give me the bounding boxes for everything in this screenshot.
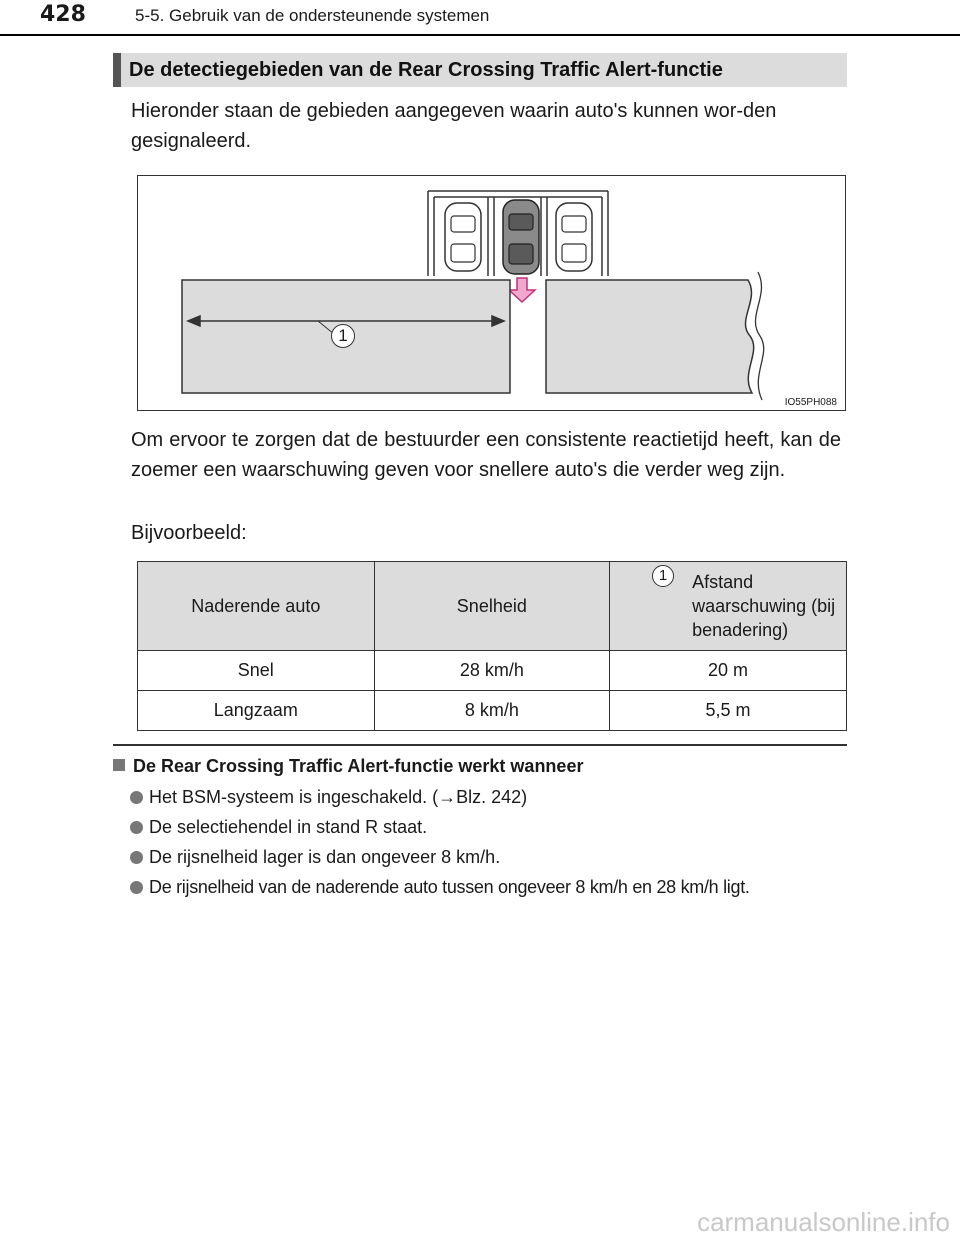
- section-marker: [113, 53, 121, 87]
- header-speed: Snelheid: [374, 562, 610, 651]
- header-callout: 1: [652, 565, 674, 587]
- cell-distance: 5,5 m: [610, 691, 847, 731]
- table-row: [138, 651, 847, 691]
- callout-number: 1: [331, 324, 355, 348]
- square-bullet-icon: [113, 759, 125, 771]
- header-rule: [0, 34, 960, 36]
- detection-diagram: [138, 176, 847, 412]
- parked-car-right: [556, 203, 592, 271]
- section-title: De detectiegebieden van de Rear Crossing Traffic Alert-functie: [129, 59, 723, 81]
- page-number: 428: [40, 2, 86, 27]
- header-distance-label: Afstand waarschuwing (bij benadering): [692, 572, 836, 640]
- intro-paragraph: Hieronder staan de gebieden aangegeven waarin auto's kunnen wor-den gesignaleerd.: [131, 100, 777, 152]
- note-heading: [113, 756, 583, 777]
- cell-speed: 8 km/h: [374, 691, 610, 731]
- example-label: Bijvoorbeeld:: [131, 522, 247, 544]
- reversing-car: [503, 200, 539, 274]
- bullet-dot-icon: [130, 821, 143, 834]
- list-item-text: Het BSM-systeem is ingeschakeld. (→Blz. 242): [149, 787, 528, 807]
- list-item-text: De selectiehendel in stand R staat.: [149, 817, 428, 837]
- note-divider: [113, 744, 847, 746]
- detection-area-figure: [137, 175, 846, 411]
- bullet-dot-icon: [130, 851, 143, 864]
- wave-break-line: [755, 272, 763, 400]
- figure-code: IO55PH088: [784, 397, 837, 408]
- list-item: [130, 787, 527, 808]
- list-item: [130, 877, 750, 898]
- table-row: [138, 691, 847, 731]
- detection-zone-right: [546, 280, 754, 393]
- header-vehicle: Naderende auto: [138, 562, 375, 651]
- list-item: [130, 817, 427, 838]
- cell-vehicle: Langzaam: [138, 691, 375, 731]
- running-head: 5-5. Gebruik van de ondersteunende systemen: [135, 6, 490, 25]
- list-item: [130, 847, 500, 868]
- bullet-dot-icon: [130, 791, 143, 804]
- note-title: De Rear Crossing Traffic Alert-functie werkt wanneer: [133, 756, 584, 776]
- watermark: carmanualsonline.info: [697, 1207, 950, 1237]
- list-item-text: De rijsnelheid van de naderende auto tussen ongeveer 8 km/h en 28 km/h ligt.: [149, 877, 750, 897]
- table-header-row: [138, 562, 847, 651]
- reverse-arrow: [509, 278, 535, 302]
- section-heading: [113, 53, 847, 87]
- list-item-text: De rijsnelheid lager is dan ongeveer 8 km/h.: [149, 847, 501, 867]
- warning-distance-table: [137, 561, 847, 731]
- header-distance: [610, 562, 847, 651]
- cell-vehicle: Snel: [138, 651, 375, 691]
- cell-distance: 20 m: [610, 651, 847, 691]
- reaction-paragraph: Om ervoor te zorgen dat de bestuurder een consistente reactietijd heeft, kan de zoemer een waarschuwing geven voor snellere auto's die verder weg zijn.: [131, 429, 841, 481]
- bullet-dot-icon: [130, 881, 143, 894]
- cell-speed: 28 km/h: [374, 651, 610, 691]
- parked-car-left: [445, 203, 481, 271]
